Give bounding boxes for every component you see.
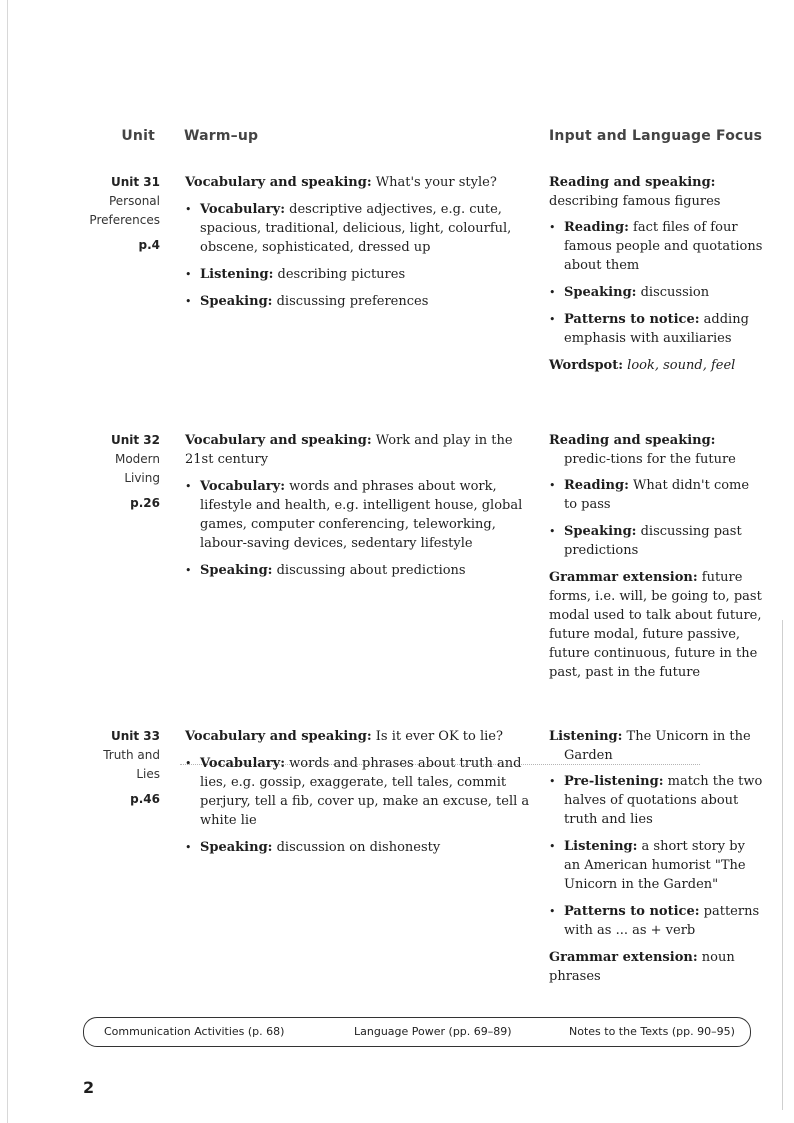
list-item: • Pre-listening: match the two halves of quotations about truth and lies [549, 774, 763, 827]
warmup-list [185, 477, 530, 580]
unit-32-label [60, 431, 160, 513]
list-item: • Speaking: discussing about predictions [185, 563, 466, 578]
footer-references [83, 1017, 751, 1047]
page-edge-left [7, 0, 8, 1123]
input-lead: Reading and speaking: describing famous figures [549, 175, 721, 209]
unit-name-line2: Preferences [89, 213, 160, 227]
bullet-dot-icon: • [185, 268, 192, 281]
bullet-dot-icon: • [549, 313, 556, 326]
input-extra: Grammar extension: noun phrases [549, 950, 735, 984]
unit-name-line1: Truth and [103, 748, 160, 762]
unit-33-input [549, 727, 764, 993]
unit-32-warmup [185, 431, 530, 588]
bullet-dot-icon: • [185, 757, 192, 770]
list-item: • Reading: What didn't come to pass [549, 478, 750, 512]
bullet-dot-icon: • [185, 480, 192, 493]
bullet-dot-icon: • [549, 221, 556, 234]
list-item: • Reading: fact files of four famous people and quotations about them [549, 220, 763, 273]
bullet-dot-icon: • [185, 203, 192, 216]
list-item: • Speaking: discussing preferences [185, 294, 429, 309]
input-extra: Wordspot: look, sound, feel [549, 358, 736, 373]
bullet-dot-icon: • [549, 905, 556, 918]
header-warmup: Warm–up [184, 128, 259, 144]
footer-language-power: Language Power (pp. 69–89) [354, 1025, 512, 1038]
list-item: • Speaking: discussing past predictions [549, 524, 742, 558]
header-unit: Unit [121, 128, 155, 144]
list-item: • Speaking: discussion on dishonesty [185, 840, 441, 855]
page-edge-right [782, 620, 783, 1110]
footer-communication-activities: Communication Activities (p. 68) [104, 1025, 285, 1038]
bullet-dot-icon: • [549, 479, 556, 492]
warmup-list [185, 754, 530, 857]
unit-32-input [549, 431, 764, 689]
list-item: • Patterns to notice: adding emphasis with auxiliaries [549, 312, 749, 346]
footer-notes-to-texts: Notes to the Texts (pp. 90–95) [569, 1025, 735, 1038]
unit-number: Unit 31 [110, 175, 160, 189]
unit-page: p.26 [130, 496, 160, 510]
warmup-lead: Vocabulary and speaking: Work and play in the 21st century [185, 433, 513, 467]
bullet-dot-icon: • [185, 295, 192, 308]
input-lead: Reading and speaking: predic-tions for the future [549, 433, 736, 467]
list-item: • Patterns to notice: patterns with as ... as + verb [549, 904, 760, 938]
unit-31-warmup [185, 173, 530, 319]
warmup-lead: Vocabulary and speaking: Is it ever OK to lie? [185, 729, 503, 744]
unit-33-warmup [185, 727, 530, 865]
list-item: • Speaking: discussion [549, 285, 710, 300]
unit-page: p.46 [130, 792, 160, 806]
unit-number: Unit 32 [110, 433, 160, 447]
unit-page: p.4 [138, 238, 160, 252]
bullet-dot-icon: • [549, 286, 556, 299]
unit-31-input [549, 173, 764, 382]
input-lead: Listening: The Unicorn in the Garden [549, 729, 751, 763]
unit-number: Unit 33 [110, 729, 160, 743]
bullet-dot-icon: • [549, 840, 556, 853]
input-list [549, 218, 764, 348]
list-item: • Vocabulary: words and phrases about truth and lies, e.g. gossip, exaggerate, tell tales, commit perjury, tell a fib, cover up, make an excuse, tell a white lie [185, 756, 530, 828]
unit-name-line1: Personal [108, 194, 160, 208]
list-item: • Listening: describing pictures [185, 267, 406, 282]
unit-31-label [60, 173, 160, 255]
input-list [549, 476, 764, 560]
page-number: 2 [83, 1078, 95, 1097]
unit-name-line2: Lies [136, 767, 160, 781]
header-input-language-focus: Input and Language Focus [549, 128, 763, 144]
warmup-lead: Vocabulary and speaking: What's your style? [185, 175, 497, 190]
bullet-dot-icon: • [185, 564, 192, 577]
bullet-dot-icon: • [185, 841, 192, 854]
list-item: • Vocabulary: descriptive adjectives, e.g. cute, spacious, traditional, delicious, light, colourful, obscene, sophisticated, dressed up [185, 202, 512, 255]
unit-33-label [60, 727, 160, 809]
unit-name-line2: Living [124, 471, 160, 485]
input-extra: Grammar extension: future forms, i.e. will, be going to, past modal used to talk about future, future modal, future passive, future continuous, future in the past, past in the future [549, 570, 762, 680]
input-list [549, 772, 764, 940]
bullet-dot-icon: • [549, 525, 556, 538]
list-item: • Vocabulary: words and phrases about work, lifestyle and health, e.g. intelligent house, global games, computer conferencing, teleworking, labour-saving devices, sedentary lifestyle [185, 479, 523, 551]
bullet-dot-icon: • [549, 775, 556, 788]
warmup-list [185, 200, 530, 311]
list-item: • Listening: a short story by an American humorist "The Unicorn in the Garden" [549, 839, 746, 892]
unit-name-line1: Modern [114, 452, 160, 466]
